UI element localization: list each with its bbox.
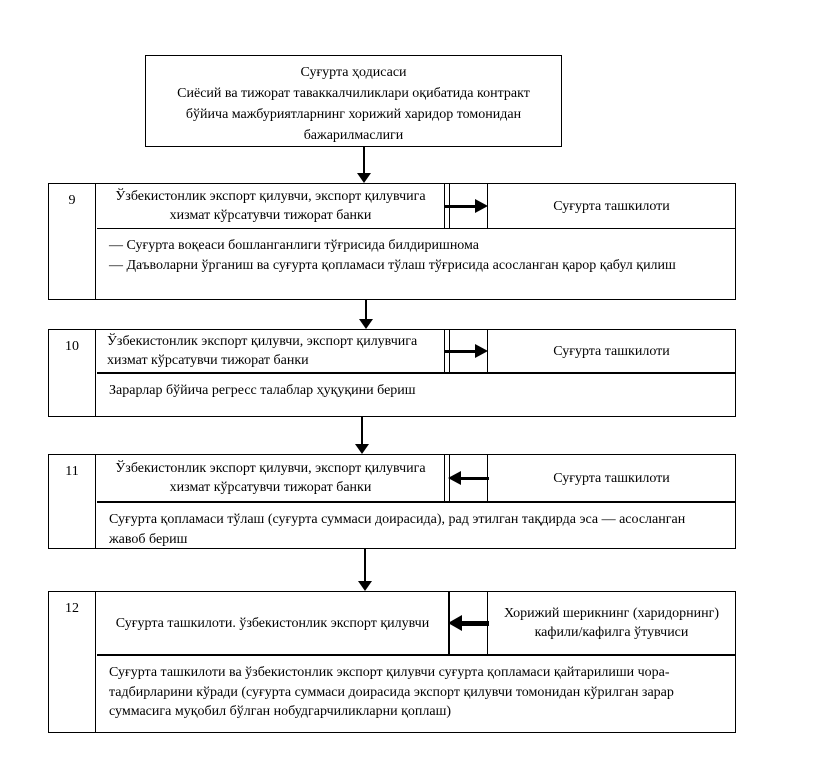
connector-step10-to-step11 <box>355 417 369 454</box>
participant-right-box: Суғурта ташкилоти <box>553 343 670 359</box>
participant-right-box: Хорижий шерикнинг (харидорнинг) кафили/кафилга ўтувчиси <box>503 606 720 640</box>
step-number: 11 <box>49 455 96 548</box>
arrow-cell <box>449 592 488 654</box>
flow-step-10 <box>48 329 736 417</box>
step-number: 12 <box>49 592 96 732</box>
connector-line <box>365 300 367 321</box>
description-line: Суғурта ташкилоти ва ўзбекистонлик экспорт қилувчи суғурта қопламаси қайтарилиши чора-тадбирларини кўради (суғурта суммаси доирасида экспорт қилувчи томонидан кўрилган зарар суммасига муқобил бўлган нобудгарчиликларни қоплаш) <box>109 665 674 719</box>
arrow-down-icon <box>357 173 371 183</box>
participants-row <box>97 330 735 374</box>
step-description <box>97 229 735 299</box>
arrow-cell <box>449 455 488 501</box>
connector-line <box>363 147 365 175</box>
connector-line <box>364 549 366 583</box>
arrow-down-icon <box>358 581 372 591</box>
participants-row <box>97 455 735 503</box>
description-line: Суғурта қопламаси тўлаш (суғурта суммаси доирасида), рад этилган тақдирда эса — асосланган жавоб бериш <box>109 512 686 547</box>
connector-step11-to-step12 <box>358 549 372 591</box>
description-line: — Суғурта воқеаси бошланганлиги тўғрисида билдиришнома <box>109 238 480 253</box>
participant-left-box: Ўзбекистонлик экспорт қилувчи, экспорт қилувчига хизмат кўрсатувчи тижорат банки <box>97 184 445 228</box>
start-event-title: Суғурта ҳодисаси <box>300 65 407 80</box>
description-line: Зарарлар бўйича регресс талаблар ҳуқуқини бериш <box>109 383 416 398</box>
flow-step-11 <box>48 454 736 549</box>
participant-left-box: Ўзбекистонлик экспорт қилувчи, экспорт қилувчига хизмат кўрсатувчи тижорат банки <box>97 455 445 501</box>
step-number: 10 <box>49 330 96 416</box>
arrow-down-icon <box>359 319 373 329</box>
connector-start-to-step9 <box>357 147 371 183</box>
step-description <box>97 503 735 549</box>
description-line: — Даъволарни ўрганиш ва суғурта қопламаси тўлаш тўғрисида асосланган қарор қабул қилиш <box>109 257 676 273</box>
arrow-down-icon <box>355 444 369 454</box>
arrow-cell <box>449 184 488 228</box>
start-event-box <box>145 55 562 147</box>
connector-step9-to-step10 <box>359 300 373 329</box>
participant-left-box: Суғурта ташкилоти. ўзбекистонлик экспорт қилувчи <box>97 592 449 654</box>
participant-right-box: Суғурта ташкилоти <box>553 198 670 214</box>
flow-step-9 <box>48 183 736 300</box>
participants-row <box>97 592 735 656</box>
start-event-body: Сиёсий ва тижорат таваккалчиликлари оқибатида контракт бўйича мажбуриятларнинг хорижий харидор томонидан бажарилмаслиги <box>177 86 530 143</box>
flow-step-12 <box>48 591 736 733</box>
step-description <box>97 656 735 732</box>
participant-right-box: Суғурта ташкилоти <box>553 470 670 486</box>
participants-row <box>97 184 735 229</box>
step-description <box>97 374 735 416</box>
step-number: 9 <box>49 184 96 299</box>
participant-left-box: Ўзбекистонлик экспорт қилувчи, экспорт қилувчига хизмат кўрсатувчи тижорат банки <box>97 330 445 372</box>
arrow-cell <box>449 330 488 372</box>
connector-line <box>361 417 363 446</box>
